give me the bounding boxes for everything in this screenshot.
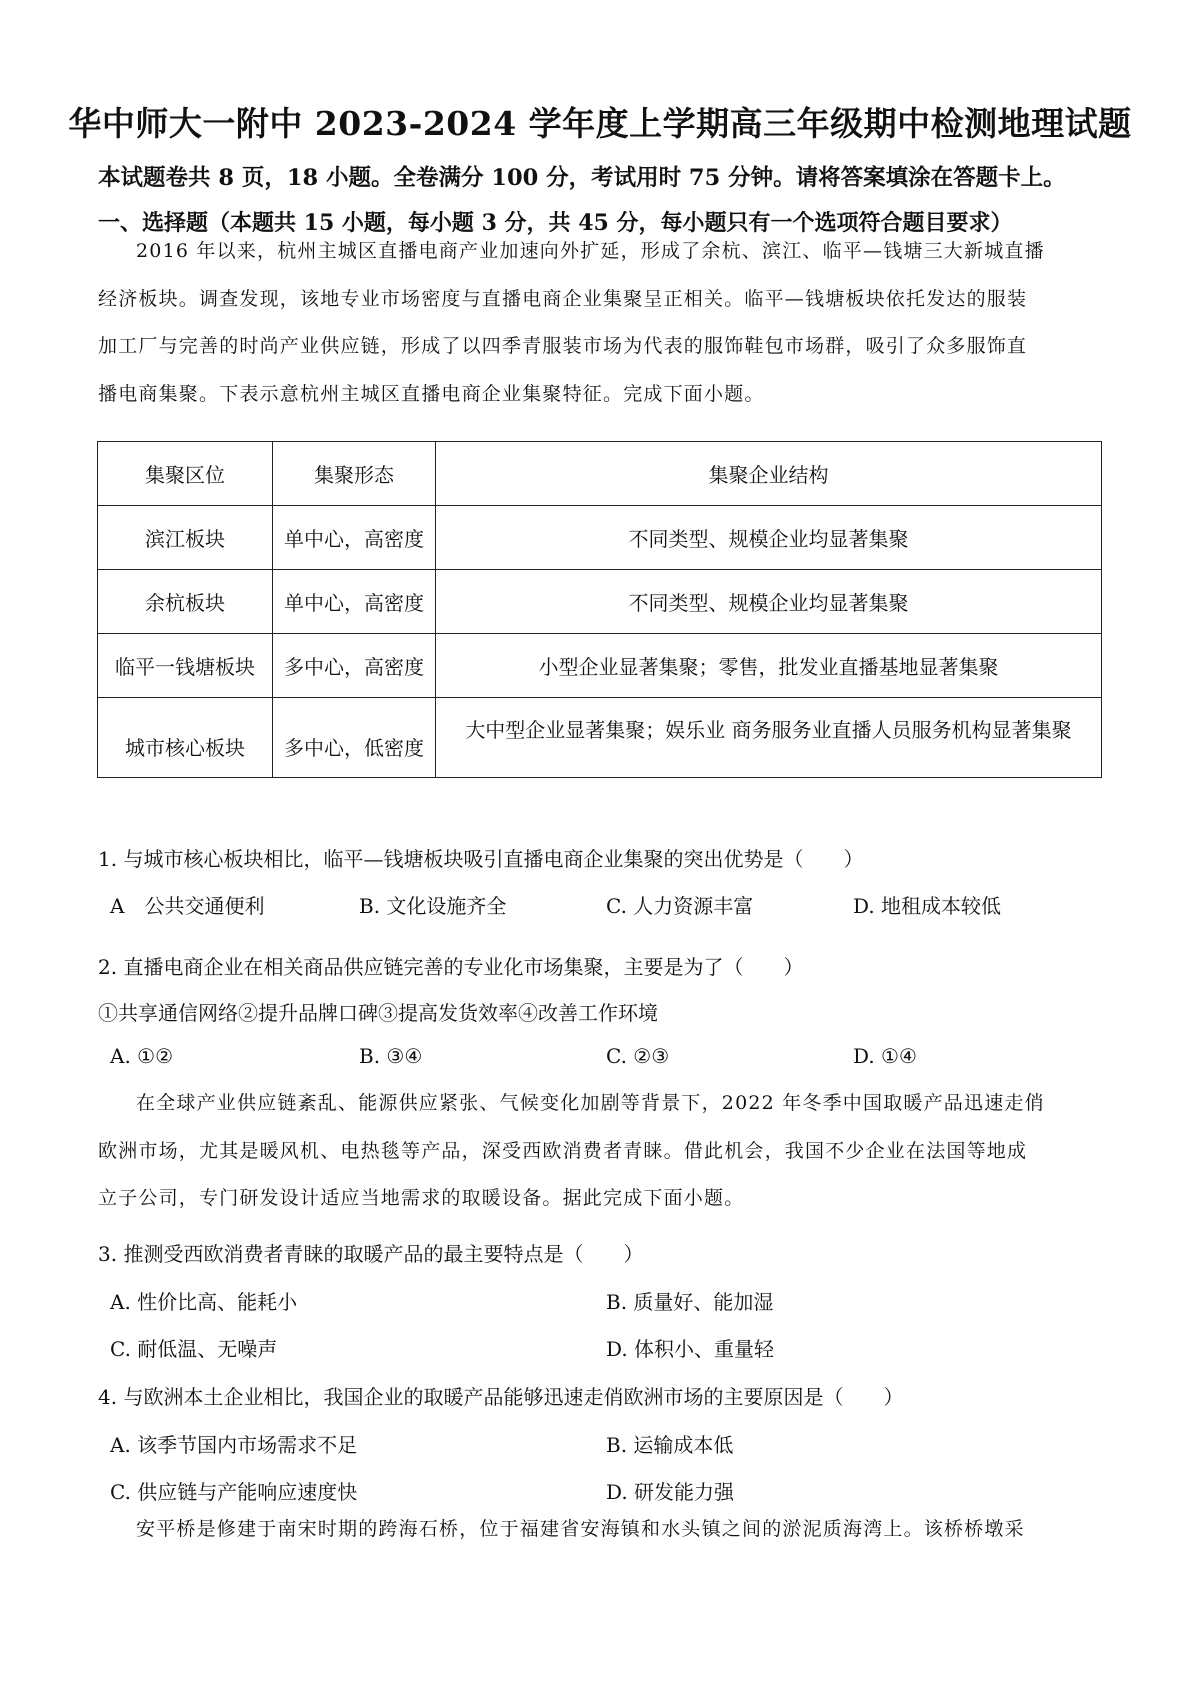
table-cell: 滨江板块 bbox=[98, 506, 273, 570]
table-cell: 大中型企业显著集聚；娱乐业 商务服务业直播人员服务机构显著集聚 bbox=[436, 698, 1102, 778]
table-row bbox=[98, 570, 1102, 634]
section-heading: 一、选择题（本题共 15 小题，每小题 3 分，共 45 分，每小题只有一个选项符合题目要求） bbox=[98, 210, 1013, 236]
passage-line: 欧洲市场，尤其是暖风机、电热毯等产品，深受西欧消费者青睐。借此机会，我国不少企业在法国等地成 bbox=[98, 1139, 1028, 1162]
table-header-row bbox=[98, 442, 1102, 506]
table-cell: 小型企业显著集聚；零售，批发业直播基地显著集聚 bbox=[436, 634, 1102, 698]
q2-option-b: B. ③④ bbox=[359, 1044, 423, 1068]
q2-option-d: D. ①④ bbox=[853, 1044, 917, 1068]
question-2-statements: ①共享通信网络②提升品牌口碑③提高发货效率④改善工作环境 bbox=[98, 1001, 658, 1025]
passage-line: 立子公司，专门研发设计适应当地需求的取暖设备。据此完成下面小题。 bbox=[98, 1187, 745, 1209]
table-header-cell: 集聚企业结构 bbox=[436, 442, 1102, 506]
table-cell: 临平一钱塘板块 bbox=[98, 634, 273, 698]
q4-option-a: A. 该季节国内市场需求不足 bbox=[110, 1433, 358, 1457]
question-2-stem: 2. 直播电商企业在相关商品供应链完善的专业化市场集聚，主要是为了（ ） bbox=[98, 955, 804, 979]
table-cell: 单中心，高密度 bbox=[273, 570, 436, 634]
exam-title: 华中师大一附中 2023-2024 学年度上学期高三年级期中检测地理试题 bbox=[68, 104, 1132, 143]
question-4-stem: 4. 与欧洲本土企业相比，我国企业的取暖产品能够迅速走俏欧洲市场的主要原因是（ ） bbox=[98, 1385, 904, 1409]
q1-option-b: B. 文化设施齐全 bbox=[359, 894, 507, 918]
q4-option-c: C. 供应链与产能响应速度快 bbox=[110, 1480, 358, 1504]
q3-option-c: C. 耐低温、无噪声 bbox=[110, 1337, 278, 1361]
table-cell: 不同类型、规模企业均显著集聚 bbox=[436, 570, 1102, 634]
question-1-stem: 1. 与城市核心板块相比，临平—钱塘板块吸引直播电商企业集聚的突出优势是（ ） bbox=[98, 847, 864, 871]
q1-option-c: C. 人力资源丰富 bbox=[606, 894, 754, 918]
q1-option-a: A 公共交通便利 bbox=[110, 894, 265, 918]
table-header-cell: 集聚形态 bbox=[273, 442, 436, 506]
question-3-stem: 3. 推测受西欧消费者青睐的取暖产品的最主要特点是（ ） bbox=[98, 1242, 644, 1266]
table-row bbox=[98, 634, 1102, 698]
q1-option-d: D. 地租成本较低 bbox=[853, 894, 1002, 918]
passage-2 bbox=[98, 1080, 1100, 1223]
passage-line: 在全球产业供应链紊乱、能源供应紧张、气候变化加剧等背景下，2022 年冬季中国取暖产品迅速走俏 bbox=[136, 1092, 1045, 1114]
table-row bbox=[98, 698, 1102, 778]
passage-line: 经济板块。调查发现，该地专业市场密度与直播电商企业集聚呈正相关。临平—钱塘板块依托发达的服装 bbox=[98, 287, 1028, 310]
q4-option-b: B. 运输成本低 bbox=[606, 1433, 734, 1457]
table-cell: 余杭板块 bbox=[98, 570, 273, 634]
table-header-cell: 集聚区位 bbox=[98, 442, 273, 506]
passage-line: 安平桥是修建于南宋时期的跨海石桥，位于福建省安海镇和水头镇之间的淤泥质海湾上。该桥桥墩采 bbox=[136, 1518, 1025, 1540]
q4-option-d: D. 研发能力强 bbox=[606, 1480, 735, 1504]
passage-line: 2016 年以来，杭州主城区直播电商产业加速向外扩延，形成了余杭、滨江、临平—钱塘三大新城直播 bbox=[136, 240, 1045, 262]
table-cell: 不同类型、规模企业均显著集聚 bbox=[436, 506, 1102, 570]
table-cell: 单中心，高密度 bbox=[273, 506, 436, 570]
cluster-table bbox=[97, 441, 1102, 778]
exam-notice: 本试题卷共 8 页，18 小题。全卷满分 100 分，考试用时 75 分钟。请将答案填涂在答题卡上。 bbox=[98, 165, 1066, 191]
passage-1 bbox=[98, 228, 1100, 418]
q2-option-c: C. ②③ bbox=[606, 1044, 670, 1068]
q3-option-b: B. 质量好、能加湿 bbox=[606, 1290, 774, 1314]
passage-line: 播电商集聚。下表示意杭州主城区直播电商企业集聚特征。完成下面小题。 bbox=[98, 382, 765, 405]
table-cell: 多中心，高密度 bbox=[273, 634, 436, 698]
passage-3 bbox=[98, 1506, 1100, 1554]
table-row bbox=[98, 506, 1102, 570]
table-cell: 城市核心板块 bbox=[98, 698, 273, 778]
q2-option-a: A. ①② bbox=[110, 1044, 174, 1068]
table-cell: 多中心，低密度 bbox=[273, 698, 436, 778]
q3-option-d: D. 体积小、重量轻 bbox=[606, 1337, 775, 1361]
q3-option-a: A. 性价比高、能耗小 bbox=[110, 1290, 298, 1314]
passage-line: 加工厂与完善的时尚产业供应链，形成了以四季青服装市场为代表的服饰鞋包市场群，吸引了众多服饰直 bbox=[98, 335, 1028, 357]
